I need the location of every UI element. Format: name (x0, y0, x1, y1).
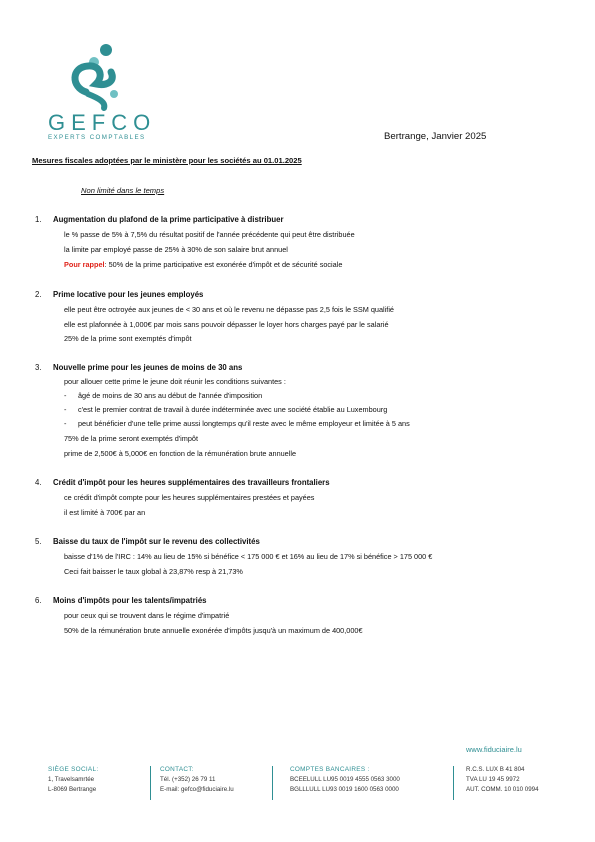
brand-name: GEFCO (48, 110, 157, 135)
section-line: 25% de la prime sont exemptés d'impôt (64, 334, 192, 343)
footer-divider (453, 766, 454, 800)
section-note (64, 260, 342, 269)
footer-line: TVA LU 19 45 9972 (466, 776, 520, 783)
footer-bank (290, 765, 400, 795)
bullet-item: âgé de moins de 30 ans au début de l'année d'imposition (78, 391, 263, 400)
section-number: 6. (35, 596, 42, 605)
website-link[interactable]: www.fiduciaire.lu (466, 745, 522, 754)
section-line: pour ceux qui se trouvent dans le régime d'impatrié (64, 611, 230, 620)
section-number: 1. (35, 215, 42, 224)
section-title: Nouvelle prime pour les jeunes de moins de 30 ans (53, 363, 243, 372)
note-text: : 50% de la prime participative est exonérée d'impôt et de sécurité sociale (104, 260, 343, 269)
section-line: il est limité à 700€ par an (64, 508, 146, 517)
bullet-item: c'est le premier contrat de travail à durée indéterminée avec une société établie au Luxembourg (78, 405, 388, 414)
section-line: la limite par employé passe de 25% à 30% de son salaire brut annuel (64, 245, 288, 254)
section-number: 4. (35, 478, 42, 487)
section-line: pour allouer cette prime le jeune doit réunir les conditions suivantes : (64, 377, 286, 386)
section-title: Prime locative pour les jeunes employés (53, 290, 204, 299)
footer-heading: COMPTES BANCAIRES : (290, 766, 370, 773)
section-title: Augmentation du plafond de la prime participative à distribuer (53, 215, 284, 224)
footer-heading: CONTACT: (160, 766, 194, 773)
section-line: ce crédit d'impôt compte pour les heures supplémentaires prestées et payées (64, 493, 315, 502)
section-line: le % passe de 5% à 7,5% du résultat positif de l'année précédente qui peut être distribuée (64, 230, 355, 239)
section-line: Ceci fait baisser le taux global à 23,87% resp à 21,73% (64, 567, 243, 576)
footer-line: L-8069 Bertrange (48, 786, 97, 793)
footer-line: 1, Travelsamrtée (48, 776, 95, 783)
section-line: 75% de la prime seront exemptés d'impôt (64, 434, 199, 443)
footer-line: Tél. (+352) 26 79 11 (160, 776, 216, 783)
section-title: Baisse du taux de l'impôt sur le revenu des collectivités (53, 537, 260, 546)
bullet-dash: - (64, 391, 67, 400)
section-number: 2. (35, 290, 42, 299)
document-subtitle: Non limité dans le temps (81, 186, 165, 195)
footer-line: BCEELULL LU95 0019 4555 0563 3000 (290, 776, 400, 783)
footer-address (48, 765, 98, 795)
document-title: Mesures fiscales adoptées par le ministère pour les sociétés au 01.01.2025 (32, 156, 302, 165)
bullet-dash: - (64, 405, 67, 414)
section-line: prime de 2,500€ à 5,000€ en fonction de la rémunération brute annuelle (64, 449, 297, 458)
dateline: Bertrange, Janvier 2025 (384, 131, 487, 142)
footer-divider (272, 766, 273, 800)
section-number: 5. (35, 537, 42, 546)
section-line: 50% de la rémunération brute annuelle exonérée d'impôts jusqu'à un maximum de 400,000€ (64, 626, 363, 635)
section-title: Moins d'impôts pour les talents/impatriés (53, 596, 207, 605)
footer-heading: SIÈGE SOCIAL: (48, 766, 99, 773)
footer-line[interactable]: E-mail: gefco@fiduciaire.lu (160, 786, 234, 793)
brand-tagline: EXPERTS COMPTABLES (48, 134, 146, 141)
footer-registry (466, 765, 539, 795)
bullet-item: peut bénéficier d'une telle prime aussi longtemps qu'il reste avec le même employeur et limitée à 5 ans (78, 419, 410, 428)
section-line: elle est plafonnée à 1,000€ par mois sans pouvoir dépasser le loyer hors charges payé par le salarié (64, 320, 389, 329)
section-title: Crédit d'impôt pour les heures supplémentaires des travailleurs frontaliers (53, 478, 330, 487)
footer-divider (150, 766, 151, 800)
note-label: Pour rappel (64, 260, 105, 269)
footer-line: AUT. COMM. 10 010 0994 (466, 786, 539, 793)
footer-line: BGLLLULL LU93 0019 1600 0563 0000 (290, 786, 399, 793)
section-line: baisse d'1% de l'IRC : 14% au lieu de 15% si bénéfice < 175 000 € et 16% au lieu de 17% si bénéfice > 175 000 € (64, 552, 433, 561)
bullet-dash: - (64, 419, 67, 428)
footer-line: R.C.S. LUX B 41 804 (466, 766, 525, 773)
section-line: elle peut être octroyée aux jeunes de < 30 ans et où le revenu ne dépasse pas 2,5 fois le SSM qualifié (64, 305, 394, 314)
footer-contact (160, 765, 234, 795)
section-number: 3. (35, 363, 42, 372)
